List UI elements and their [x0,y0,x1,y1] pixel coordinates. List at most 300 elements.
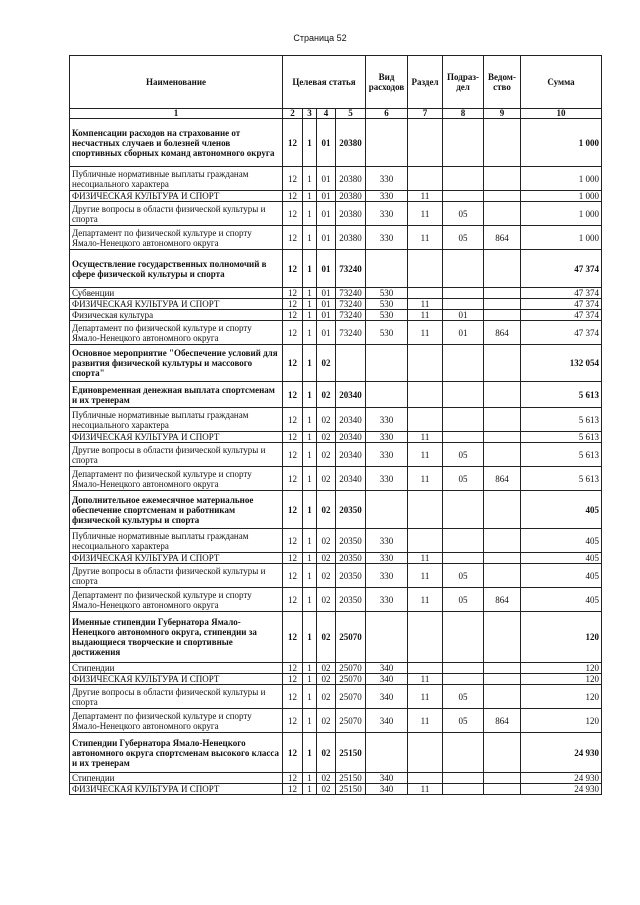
subsection-cell: 05 [443,685,484,709]
target-code-1: 12 [283,345,303,382]
target-code-2: 1 [303,685,317,709]
department-cell [484,382,521,408]
target-code-1: 12 [283,119,303,167]
department-cell [484,299,521,310]
subsection-cell [443,784,484,795]
row-name: Департамент по физической культуре и спорту Ямало-Ненецкого автономного округа [70,467,283,491]
amount-cell: 47 374 [521,250,602,288]
target-code-1: 12 [283,443,303,467]
target-code-4: 25070 [336,612,366,663]
target-code-3: 02 [317,663,336,674]
target-code-1: 12 [283,588,303,612]
target-code-1: 12 [283,382,303,408]
amount-cell: 1 000 [521,167,602,191]
target-code-4: 20380 [336,191,366,202]
row-name: ФИЗИЧЕСКАЯ КУЛЬТУРА И СПОРТ [70,784,283,795]
section-cell [408,288,443,299]
table-row [70,784,602,795]
row-name: ФИЗИЧЕСКАЯ КУЛЬТУРА И СПОРТ [70,191,283,202]
target-code-2: 1 [303,345,317,382]
section-cell: 11 [408,299,443,310]
target-code-1: 12 [283,432,303,443]
subsection-cell [443,345,484,382]
table-row [70,553,602,564]
subsection-cell [443,491,484,529]
table-row [70,250,602,288]
row-name: Стипендии Губернатора Ямало-Ненецкого автономного округа спортсменам высокого класса и их тренерам [70,733,283,773]
row-name: Другие вопросы в области физической культуры и спорта [70,443,283,467]
subsection-cell [443,529,484,553]
column-number: 10 [521,109,602,119]
target-code-3: 02 [317,685,336,709]
section-cell: 11 [408,467,443,491]
table-row [70,612,602,663]
expense-type-cell: 330 [366,202,408,226]
amount-cell: 1 000 [521,226,602,250]
expense-type-cell: 330 [366,443,408,467]
target-code-2: 1 [303,443,317,467]
subsection-cell [443,733,484,773]
department-cell [484,685,521,709]
target-code-2: 1 [303,733,317,773]
target-code-1: 12 [283,685,303,709]
target-code-4: 20340 [336,408,366,432]
department-cell: 864 [484,226,521,250]
row-name: Департамент по физической культуре и спорту Ямало-Ненецкого автономного округа [70,709,283,733]
department-cell [484,784,521,795]
subsection-cell [443,382,484,408]
expense-type-cell: 330 [366,564,408,588]
row-name: Другие вопросы в области физической культуры и спорта [70,564,283,588]
section-cell: 11 [408,321,443,345]
table-row [70,167,602,191]
row-name: Департамент по физической культуре и спорту Ямало-Ненецкого автономного округа [70,226,283,250]
header-row [70,56,602,109]
amount-cell: 24 930 [521,773,602,784]
target-code-4: 25070 [336,674,366,685]
row-name: Стипендии [70,773,283,784]
table-row [70,588,602,612]
department-cell: 864 [484,321,521,345]
section-cell: 11 [408,226,443,250]
amount-cell: 120 [521,612,602,663]
subsection-cell [443,167,484,191]
subsection-cell [443,119,484,167]
expense-type-cell: 340 [366,709,408,733]
row-name: Компенсации расходов на страхование от несчастных случаев и болезней членов спортивных сборных команд автономного округа [70,119,283,167]
table-row [70,299,602,310]
target-code-3: 01 [317,250,336,288]
department-cell [484,408,521,432]
target-code-1: 12 [283,226,303,250]
target-code-1: 12 [283,612,303,663]
target-code-3: 01 [317,119,336,167]
target-code-2: 1 [303,773,317,784]
department-cell [484,491,521,529]
target-code-2: 1 [303,299,317,310]
amount-cell: 405 [521,529,602,553]
section-cell [408,382,443,408]
row-name: Стипендии [70,663,283,674]
target-code-1: 12 [283,408,303,432]
target-code-3: 01 [317,321,336,345]
amount-cell: 47 374 [521,310,602,321]
target-code-1: 12 [283,564,303,588]
header-section: Раздел [408,56,443,109]
section-cell: 11 [408,564,443,588]
row-name: Единовременная денежная выплата спортсменам и их тренерам [70,382,283,408]
target-code-3: 01 [317,299,336,310]
department-cell [484,564,521,588]
section-cell: 11 [408,674,443,685]
expense-type-cell: 530 [366,299,408,310]
row-name: ФИЗИЧЕСКАЯ КУЛЬТУРА И СПОРТ [70,553,283,564]
target-code-2: 1 [303,321,317,345]
table-row [70,382,602,408]
target-code-2: 1 [303,784,317,795]
expense-type-cell: 330 [366,226,408,250]
amount-cell: 1 000 [521,119,602,167]
section-cell [408,408,443,432]
department-cell: 864 [484,588,521,612]
target-code-3: 02 [317,773,336,784]
header-target-article: Целевая статья [283,56,366,109]
column-number: 9 [484,109,521,119]
target-code-2: 1 [303,491,317,529]
table-row [70,733,602,773]
row-name: Департамент по физической культуре и спорту Ямало-Ненецкого автономного округа [70,588,283,612]
header-amount: Сумма [521,56,602,109]
target-code-1: 12 [283,773,303,784]
target-code-4: 20350 [336,529,366,553]
row-name: Субвенции [70,288,283,299]
table-row [70,674,602,685]
target-code-1: 12 [283,553,303,564]
column-number: 2 [283,109,303,119]
target-code-1: 12 [283,299,303,310]
section-cell [408,663,443,674]
expense-type-cell [366,382,408,408]
department-cell: 864 [484,709,521,733]
amount-cell: 1 000 [521,202,602,226]
expense-type-cell: 340 [366,663,408,674]
column-number: 8 [443,109,484,119]
table-row [70,202,602,226]
department-cell [484,310,521,321]
amount-cell: 405 [521,491,602,529]
amount-cell: 5 613 [521,408,602,432]
target-code-1: 12 [283,674,303,685]
target-code-4: 73240 [336,299,366,310]
section-cell: 11 [408,443,443,467]
target-code-2: 1 [303,288,317,299]
amount-cell: 47 374 [521,288,602,299]
department-cell [484,202,521,226]
column-number: 3 [303,109,317,119]
expense-type-cell: 340 [366,674,408,685]
table-row [70,119,602,167]
table-row [70,491,602,529]
section-cell: 11 [408,310,443,321]
target-code-3: 02 [317,709,336,733]
amount-cell: 120 [521,674,602,685]
target-code-1: 12 [283,310,303,321]
target-code-1: 12 [283,167,303,191]
target-code-4: 20380 [336,202,366,226]
expense-type-cell: 330 [366,588,408,612]
table-row [70,226,602,250]
subsection-cell [443,408,484,432]
row-name: Публичные нормативные выплаты гражданам несоциального характера [70,167,283,191]
subsection-cell [443,612,484,663]
table-row [70,529,602,553]
row-name: Публичные нормативные выплаты гражданам несоциального характера [70,529,283,553]
table-row [70,709,602,733]
expense-type-cell: 530 [366,321,408,345]
target-code-1: 12 [283,663,303,674]
expense-type-cell [366,491,408,529]
target-code-3: 02 [317,674,336,685]
section-cell [408,345,443,382]
subsection-cell [443,191,484,202]
section-cell [408,250,443,288]
section-cell: 11 [408,709,443,733]
target-code-1: 12 [283,321,303,345]
section-cell: 11 [408,553,443,564]
target-code-2: 1 [303,663,317,674]
amount-cell: 120 [521,709,602,733]
target-code-3: 02 [317,529,336,553]
row-name: ФИЗИЧЕСКАЯ КУЛЬТУРА И СПОРТ [70,299,283,310]
expense-type-cell: 340 [366,685,408,709]
subsection-cell: 01 [443,321,484,345]
section-cell [408,733,443,773]
department-cell [484,191,521,202]
target-code-4: 20350 [336,553,366,564]
row-name: ФИЗИЧЕСКАЯ КУЛЬТУРА И СПОРТ [70,432,283,443]
target-code-4: 20350 [336,491,366,529]
target-code-1: 12 [283,733,303,773]
table-row [70,432,602,443]
amount-cell: 405 [521,553,602,564]
target-code-3: 01 [317,167,336,191]
target-code-4: 20340 [336,467,366,491]
row-name: Именные стипендии Губернатора Ямало-Ненецкого автономного округа, стипендии за выдающиеся творческие и спортивные достижения [70,612,283,663]
department-cell [484,529,521,553]
table-row [70,773,602,784]
target-code-1: 12 [283,784,303,795]
section-cell [408,773,443,784]
column-number: 1 [70,109,283,119]
amount-cell: 24 930 [521,733,602,773]
target-code-4: 20350 [336,588,366,612]
target-code-4: 20340 [336,443,366,467]
row-name: Основное мероприятие "Обеспечение условий для развития физической культуры и массового спорта" [70,345,283,382]
amount-cell: 1 000 [521,191,602,202]
target-code-4: 25070 [336,685,366,709]
amount-cell: 47 374 [521,299,602,310]
target-code-4: 25150 [336,773,366,784]
section-cell [408,529,443,553]
section-cell: 11 [408,588,443,612]
target-code-3: 01 [317,288,336,299]
department-cell [484,674,521,685]
row-name: Другие вопросы в области физической культуры и спорта [70,202,283,226]
target-code-3: 02 [317,564,336,588]
header-subsection: Подраз-дел [443,56,484,109]
expense-type-cell [366,345,408,382]
table-row [70,310,602,321]
target-code-2: 1 [303,467,317,491]
target-code-1: 12 [283,467,303,491]
target-code-3: 02 [317,467,336,491]
expense-type-cell [366,119,408,167]
target-code-4: 20340 [336,432,366,443]
target-code-3: 02 [317,733,336,773]
table-row [70,191,602,202]
amount-cell: 5 613 [521,467,602,491]
target-code-2: 1 [303,553,317,564]
target-code-3: 01 [317,202,336,226]
amount-cell: 120 [521,685,602,709]
row-name: Департамент по физической культуре и спорту Ямало-Ненецкого автономного округа [70,321,283,345]
section-cell [408,167,443,191]
target-code-2: 1 [303,408,317,432]
target-code-2: 1 [303,564,317,588]
budget-table [69,55,602,795]
amount-cell: 5 613 [521,432,602,443]
column-number: 5 [336,109,366,119]
target-code-2: 1 [303,191,317,202]
expense-type-cell: 330 [366,191,408,202]
subsection-cell: 05 [443,226,484,250]
subsection-cell [443,250,484,288]
target-code-3: 02 [317,553,336,564]
target-code-2: 1 [303,432,317,443]
target-code-3: 02 [317,612,336,663]
target-code-4: 25070 [336,709,366,733]
department-cell: 864 [484,467,521,491]
target-code-3: 02 [317,382,336,408]
amount-cell: 5 613 [521,382,602,408]
target-code-4: 20380 [336,167,366,191]
amount-cell: 24 930 [521,784,602,795]
target-code-1: 12 [283,491,303,529]
department-cell [484,119,521,167]
target-code-3: 02 [317,588,336,612]
expense-type-cell [366,612,408,663]
section-cell: 11 [408,202,443,226]
subsection-cell: 05 [443,443,484,467]
department-cell [484,612,521,663]
department-cell [484,250,521,288]
section-cell [408,119,443,167]
column-number-row [70,109,602,119]
department-cell [484,167,521,191]
expense-type-cell: 330 [366,167,408,191]
section-cell [408,491,443,529]
target-code-1: 12 [283,709,303,733]
target-code-4: 73240 [336,310,366,321]
table-row [70,345,602,382]
target-code-2: 1 [303,310,317,321]
subsection-cell: 05 [443,564,484,588]
header-expense-type: Вид расходов [366,56,408,109]
subsection-cell [443,288,484,299]
department-cell [484,773,521,784]
target-code-4: 73240 [336,321,366,345]
target-code-3: 02 [317,784,336,795]
amount-cell: 405 [521,564,602,588]
target-code-3: 02 [317,408,336,432]
row-name: Осуществление государственных полномочий в сфере физической культуры и спорта [70,250,283,288]
expense-type-cell: 330 [366,529,408,553]
target-code-4: 73240 [336,288,366,299]
expense-type-cell: 330 [366,432,408,443]
target-code-2: 1 [303,588,317,612]
section-cell [408,612,443,663]
target-code-3: 01 [317,310,336,321]
target-code-4: 25150 [336,784,366,795]
subsection-cell [443,663,484,674]
table-row [70,288,602,299]
target-code-2: 1 [303,612,317,663]
target-code-4: 25070 [336,663,366,674]
target-code-1: 12 [283,202,303,226]
table-row [70,321,602,345]
expense-type-cell: 330 [366,467,408,491]
table-row [70,467,602,491]
target-code-4: 73240 [336,250,366,288]
subsection-cell: 05 [443,709,484,733]
target-code-1: 12 [283,288,303,299]
target-code-2: 1 [303,250,317,288]
target-code-2: 1 [303,382,317,408]
table-row [70,663,602,674]
department-cell [484,288,521,299]
department-cell [484,663,521,674]
table-row [70,564,602,588]
target-code-2: 1 [303,119,317,167]
target-code-3: 01 [317,191,336,202]
header-department: Ведом-ство [484,56,521,109]
target-code-1: 12 [283,191,303,202]
section-cell: 11 [408,432,443,443]
amount-cell: 405 [521,588,602,612]
target-code-2: 1 [303,674,317,685]
target-code-4: 20380 [336,226,366,250]
row-name: Дополнительное ежемесячное материальное обеспечение спортсменам и работникам физической культуры и спорта [70,491,283,529]
amount-cell: 47 374 [521,321,602,345]
amount-cell: 5 613 [521,443,602,467]
section-cell: 11 [408,784,443,795]
column-number: 6 [366,109,408,119]
subsection-cell: 05 [443,467,484,491]
header-name: Наименование [70,56,283,109]
expense-type-cell: 330 [366,553,408,564]
page-number-label: Страница 52 [293,33,347,43]
subsection-cell: 05 [443,588,484,612]
expense-type-cell [366,733,408,773]
subsection-cell [443,674,484,685]
target-code-3: 01 [317,226,336,250]
target-code-2: 1 [303,529,317,553]
column-number: 4 [317,109,336,119]
subsection-cell [443,299,484,310]
department-cell [484,733,521,773]
target-code-2: 1 [303,202,317,226]
target-code-4: 20340 [336,382,366,408]
